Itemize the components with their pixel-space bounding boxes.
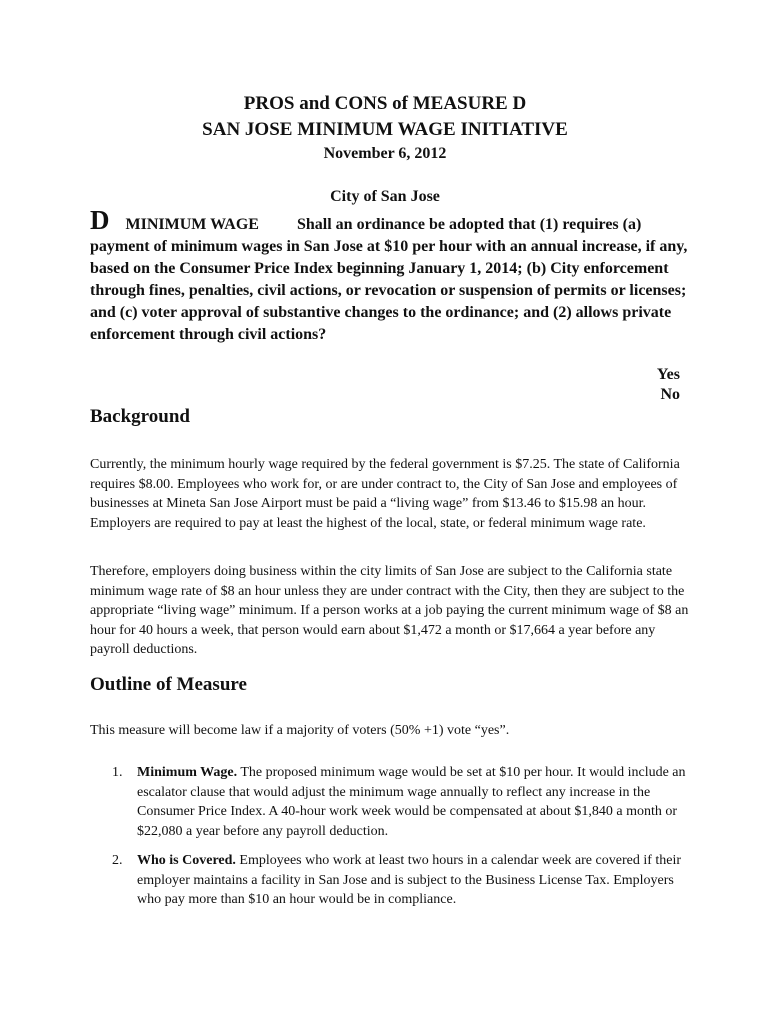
- measure-question: Shall an ordinance be adopted that (1) requires (a) payment of minimum wages in San Jose at $10 per hour with an annual increase, if any, based on the Consumer Price Index beginning January 1, 2014; (b) City enforcement through fines, penalties, civil actions, or revocation or suspension of permits or licenses; and (c) voter approval of substantive changes to the ordinance; and (2) allows private enforcement through civil actions?: [90, 216, 688, 343]
- document-title: PROS and CONS of MEASURE D: [243, 93, 527, 114]
- document-subtitle: SAN JOSE MINIMUM WAGE INITIATIVE: [202, 119, 568, 140]
- list-item-lead: Minimum Wage.: [137, 765, 238, 780]
- outline-heading: Outline of Measure: [90, 674, 247, 695]
- list-item-text: The proposed minimum wage would be set at $10 per hour. It would include an escalator clause that would adjust the minimum wage annually to reflect any increase in the Consumer Price Index. A 40-hour work week would be compensated at about $1,840 a month or $22,080 a year before any payroll deduction.: [137, 765, 686, 839]
- jurisdiction: City of San Jose: [330, 188, 440, 205]
- list-item-number: 1.: [112, 765, 123, 780]
- ballot-question: [90, 205, 690, 346]
- background-paragraph-2: Therefore, employers doing business within the city limits of San Jose are subject to the California state minimum wage rate of $8 an hour unless they are under contract with the City, then they are subject to the appropriate “living wage” minimum. If a person works at a job paying the current minimum wage of $8 an hour for 40 hours a week, that person would earn about $1,472 a month or $17,664 a year before any payroll deductions.: [90, 564, 689, 657]
- list-item-number: 2.: [112, 853, 123, 868]
- outline-list-item: [90, 851, 690, 910]
- vote-no-label: No: [660, 386, 680, 403]
- list-item: [90, 851, 690, 910]
- list-item-text: Employees who work at least two hours in a calendar week are covered if their employer maintains a facility in San Jose and is subject to the Business License Tax. Employers who pay more than $10 an hour would be in compliance.: [137, 853, 682, 907]
- outline-intro: This measure will become law if a majority of voters (50% +1) vote “yes”.: [90, 723, 510, 738]
- election-date: November 6, 2012: [323, 145, 447, 162]
- measure-letter: D: [90, 205, 110, 235]
- background-heading: Background: [90, 406, 190, 427]
- list-item-lead: Who is Covered.: [137, 853, 236, 868]
- outline-list-item: [90, 763, 690, 841]
- list-item: [90, 763, 690, 841]
- measure-topic: MINIMUM WAGE: [125, 216, 259, 233]
- vote-yes-label: Yes: [656, 366, 680, 383]
- background-paragraph-1: Currently, the minimum hourly wage required by the federal government is $7.25. The state of California requires $8.00. Employees who work for, or are under contract to, the City of San Jose and employees of businesses at Mineta San Jose Airport must be paid a “living wage” from $13.46 to $15.98 an hour. Employers are required to pay at least the highest of the local, state, or federal minimum wage rate.: [90, 457, 680, 531]
